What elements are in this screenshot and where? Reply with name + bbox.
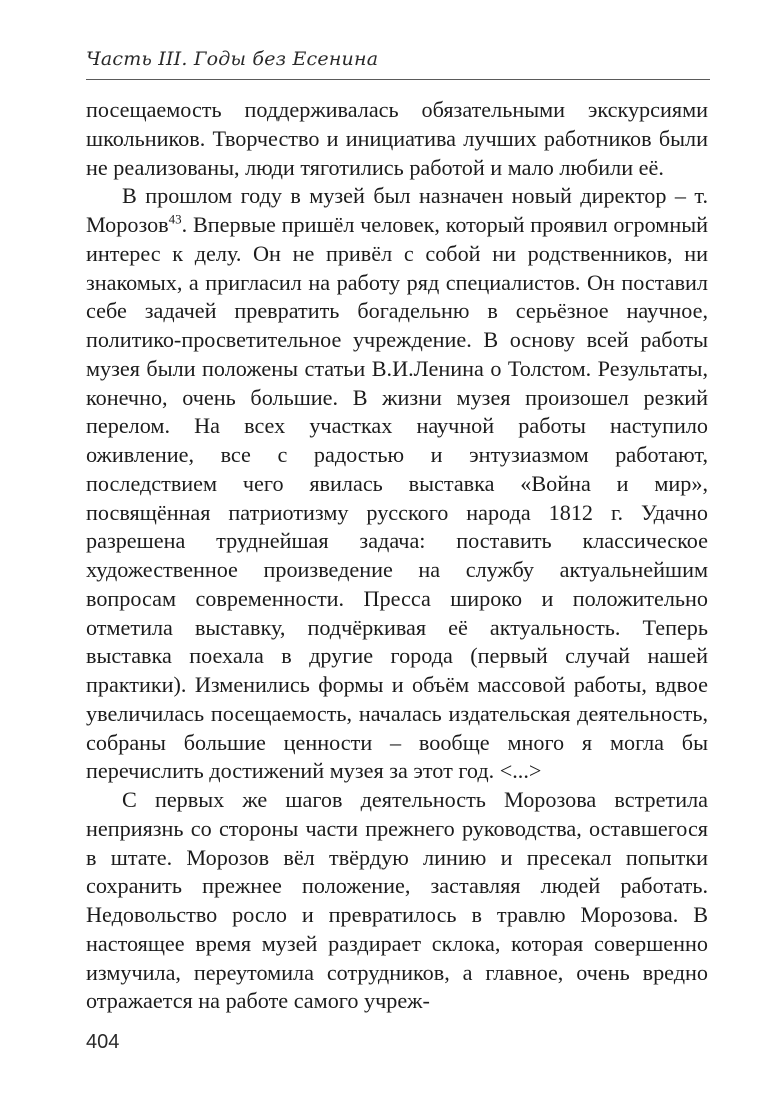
running-header: Часть III. Годы без Есенина <box>86 48 379 70</box>
paragraph-2 <box>86 182 708 786</box>
footnote-ref-43: 43 <box>168 211 182 227</box>
paragraph-2-text-start: В прошлом году в музей был назначен новый директор – т. Морозов <box>86 183 708 237</box>
header-rule <box>86 79 710 80</box>
paragraph-3: С первых же шагов деятельность Морозова встретила неприязнь со стороны части прежнего руководства, оставшегося в штате. Морозов вёл твёрдую линию и пресекал попытки сохранить прежнее положение, заставляя людей работать. Недовольство росло и превратилось в травлю Морозова. В настоящее время музей раздирает склока, которая совершенно измучила, переутомила сотрудников, а главное, очень вредно отражается на работе самого учреж- <box>86 787 708 1014</box>
paragraph-2-text-end: . Впервые пришёл человек, который проявил огромный интерес к делу. Он не привёл с собой ни родственников, ни знакомых, а пригласил на работу ряд специалистов. Он поставил себе задачей превратить богадельню в серьёзное научное, политико-просветительное учреждение. В основу всей работы музея были положены статьи В.И.Ленина о Толстом. Результаты, конечно, очень большие. В жизни музея произошел резкий перелом. На всех участках научной работы наступило оживление, все с радостью и энтузиазмом работают, последствием чего явилась выставка «Война и мир», посвящённая патриотизму русского народа 1812 г. Удачно разрешена труднейшая задача: поставить классическое художественное произведение на службу актуальнейшим вопросам современности. Пресса широко и положительно отметила выставку, подчёркивая её актуальность. Теперь выставка поехала в другие города (первый случай нашей практики). Изменились формы и объём массовой работы, вдвое увеличилась посещаемость, началась издательская деятельность, собраны большие ценности – вообще много я могла бы перечислить достижений музея за этот год. <...> <box>86 212 708 784</box>
body-text <box>86 96 708 1016</box>
paragraph-1: посещаемость поддерживалась обязательными экскурсиями школьников. Творчество и инициатива лучших работников были не реализованы, люди тяготились работой и мало любили её. <box>86 97 708 180</box>
page-number: 404 <box>86 1031 120 1053</box>
